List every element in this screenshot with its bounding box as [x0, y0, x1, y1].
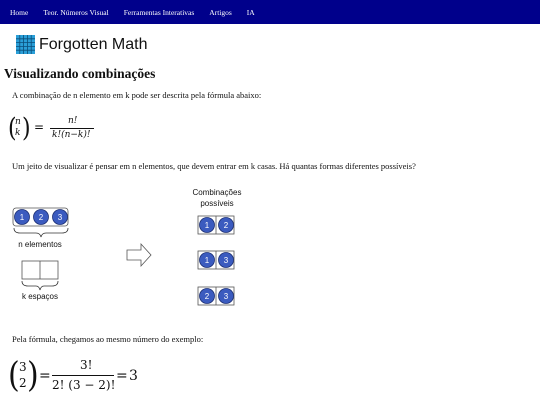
- right-arrow-icon: [127, 244, 151, 266]
- combinations-title-line1: Combinações: [192, 188, 242, 197]
- site-brand[interactable]: [16, 35, 148, 54]
- example-equals-2: =: [116, 368, 128, 384]
- combination-1-a: 1: [204, 221, 210, 230]
- page-title: Visualizando combinações: [4, 66, 156, 81]
- example-formula: [8, 356, 208, 400]
- combination-2-b: 3: [223, 256, 229, 265]
- grid-logo-icon: [16, 35, 35, 54]
- elements-brace: [14, 228, 68, 237]
- combination-3-a: 2: [204, 292, 210, 301]
- nav-visual-number-theory[interactable]: Teor. Números Visual: [43, 7, 109, 17]
- element-label-1: 1: [19, 213, 25, 222]
- combination-formula: [8, 113, 128, 146]
- example-equals: =: [39, 368, 51, 384]
- example-fraction-bar: [52, 375, 114, 376]
- question-paragraph: Um jeito de visualizar é pensar em n elementos, que devem entrar em k casas. Há quantas formas diferentes possíveis?: [12, 161, 416, 171]
- nav-articles[interactable]: Artigos: [209, 7, 232, 17]
- combination-3-b: 3: [223, 292, 229, 301]
- spaces-label: k espaços: [21, 292, 59, 301]
- elements-label: n elementos: [18, 240, 62, 249]
- elements-group: [13, 208, 68, 237]
- nav-home[interactable]: Home: [10, 7, 29, 17]
- element-label-3: 3: [57, 213, 63, 222]
- example-binom-top: 3: [19, 360, 27, 374]
- spaces-brace: [22, 281, 58, 290]
- example-right-paren: ): [27, 355, 39, 396]
- example-denominator: 2! (3 − 2)!: [52, 378, 116, 392]
- binom-bottom: k: [15, 128, 21, 138]
- example-result: 3: [129, 368, 138, 384]
- example-left-paren: (: [8, 355, 20, 396]
- equals-sign: =: [34, 120, 45, 134]
- combination-2: [198, 251, 234, 269]
- combinations-title-line2: possíveis: [200, 199, 234, 208]
- nav-ai[interactable]: IA: [246, 7, 255, 17]
- right-paren: ): [22, 113, 31, 144]
- brand-title: Forgotten Math: [39, 35, 148, 53]
- combination-1: [198, 216, 234, 234]
- combination-1-b: 2: [223, 221, 229, 230]
- nav-interactive-tools[interactable]: Ferramentas Interativas: [123, 7, 195, 17]
- element-label-2: 2: [38, 213, 44, 222]
- intro-paragraph: A combinação de n elemento em k pode ser descrita pela fórmula abaixo:: [12, 90, 262, 100]
- fraction-bar: [50, 128, 94, 129]
- example-numerator: 3!: [80, 358, 93, 372]
- fraction-denominator: k!(n−k)!: [52, 130, 91, 140]
- combination-2-a: 1: [204, 256, 210, 265]
- binom-top: n: [15, 117, 21, 127]
- combination-3: [198, 287, 234, 305]
- example-binom-bottom: 2: [19, 376, 27, 390]
- left-paren: (: [8, 113, 17, 144]
- conclusion-paragraph: Pela fórmula, chegamos ao mesmo número do exemplo:: [12, 334, 204, 344]
- spaces-group: [22, 261, 58, 290]
- combination-diagram: [0, 185, 540, 325]
- top-navbar: [0, 0, 540, 24]
- fraction-numerator: n!: [68, 116, 78, 126]
